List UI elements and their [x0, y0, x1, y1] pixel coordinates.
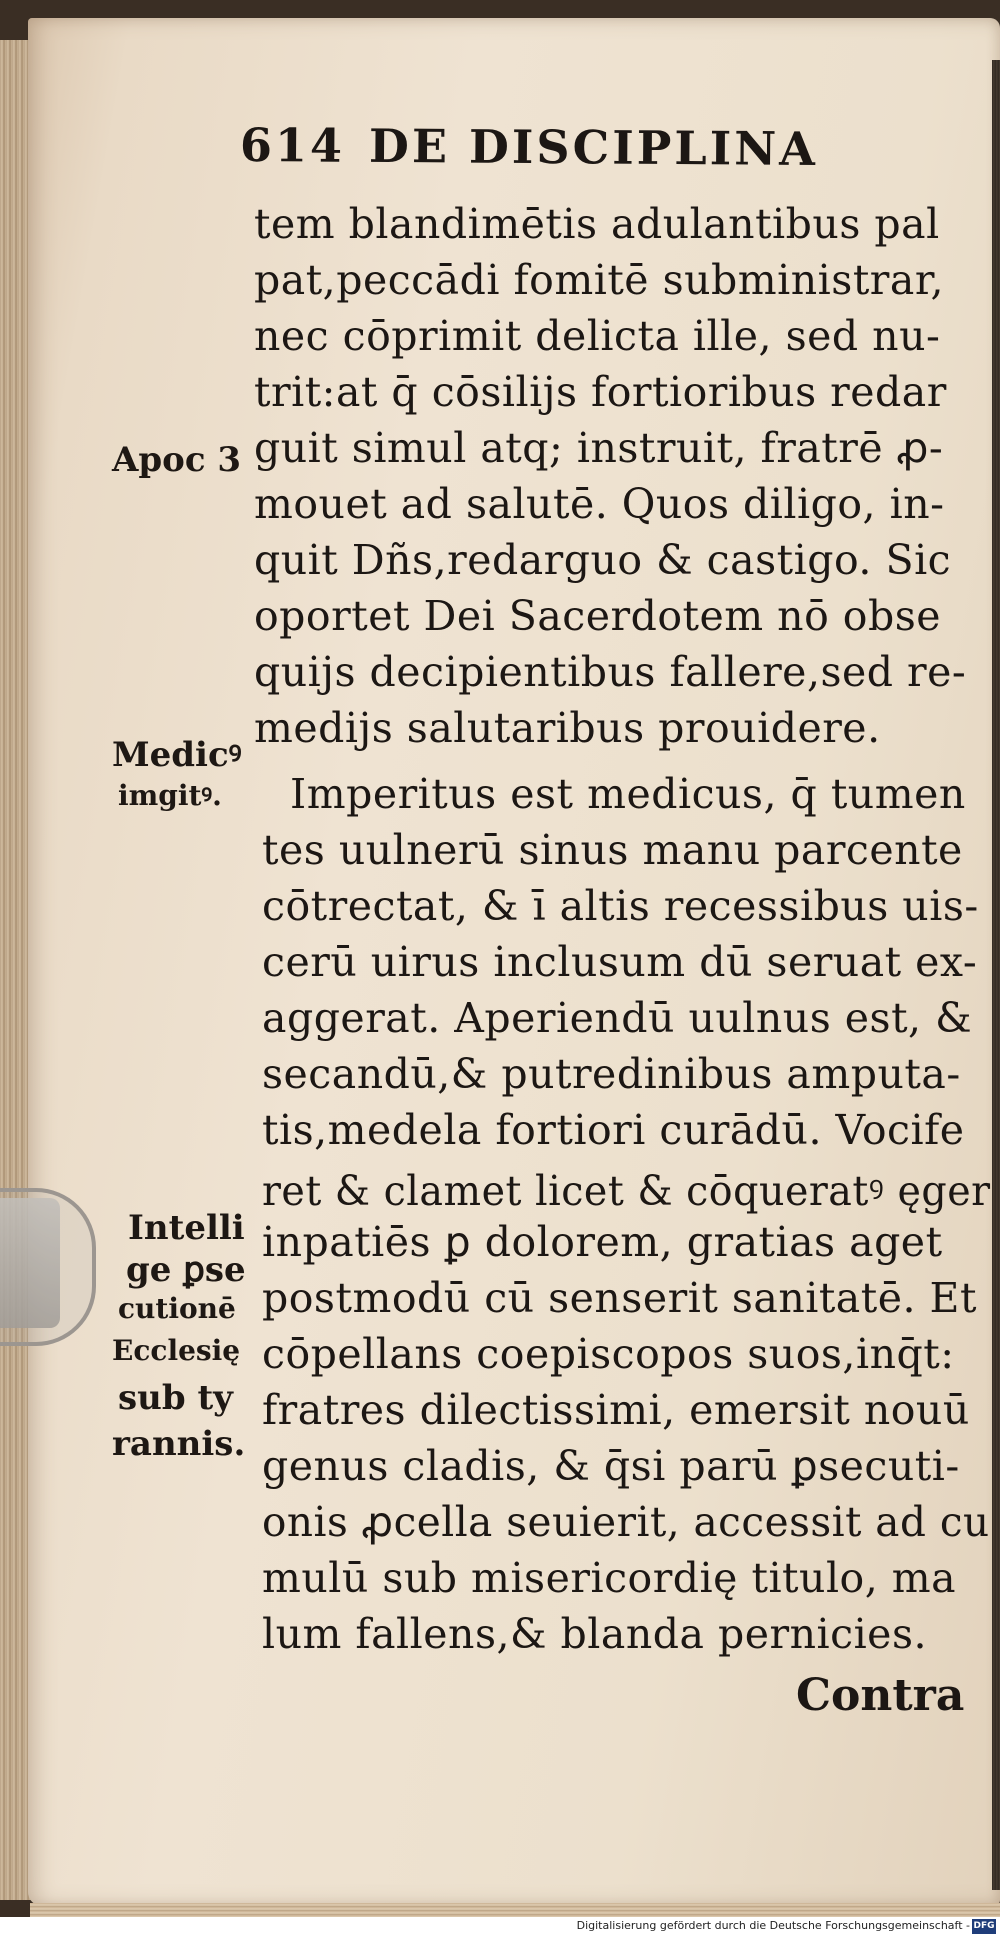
- body-line: ret & clamet licet & cōqueratꝰ ęger: [262, 1167, 991, 1215]
- margin-note: ge ꝑse: [126, 1250, 246, 1290]
- dfg-logo-icon: DFG: [972, 1919, 996, 1934]
- running-header: [240, 118, 818, 176]
- margin-note: rannis.: [112, 1424, 246, 1464]
- body-line: quijs decipientibus fallere,sed re-: [254, 648, 967, 696]
- body-line: guit simul atq; instruit, fratrē ꝓ-: [254, 424, 944, 472]
- body-line: pat,peccādi fomitē subministrar,: [254, 256, 944, 304]
- body-line: tem blandimētis adulantibus pal: [254, 200, 940, 248]
- body-line: quit Dñs,redarguo & castigo. Sic: [254, 536, 952, 584]
- body-line: postmodū cū senserit sanitatē. Et: [262, 1274, 977, 1322]
- margin-note: cutionē: [118, 1292, 236, 1325]
- body-line: fratres dilectissimi, emersit nouū: [262, 1386, 970, 1434]
- margin-note: Apoc 3: [112, 440, 242, 480]
- body-line: aggerat. Aperiendū uulnus est, &: [262, 994, 973, 1042]
- body-line: genus cladis, & q̄si parū ꝑsecuti-: [262, 1442, 960, 1490]
- body-line: mulū sub misericordię titulo, ma: [262, 1554, 957, 1602]
- margin-note: imgitꝰ.: [118, 779, 222, 812]
- body-line: trit:at q̄ cōsilijs fortioribus redar: [254, 368, 947, 416]
- body-line: lum fallens,& blanda pernicies.: [262, 1610, 928, 1658]
- body-line: inpatiēs ꝑ dolorem, gratias aget: [262, 1218, 943, 1266]
- margin-note: Ecclesię: [112, 1334, 241, 1367]
- body-line: onis ꝓcella seuierit, accessit ad cu: [262, 1498, 990, 1546]
- body-line: secandū,& putredinibus amputa-: [262, 1050, 961, 1098]
- body-line: oportet Dei Sacerdotem nō obse: [254, 592, 942, 640]
- margin-note: Intelli: [128, 1208, 245, 1248]
- margin-note: Medicꝰ: [112, 735, 242, 775]
- body-line: Imperitus est medicus, q̄ tumen: [290, 770, 966, 818]
- body-line: nec cōprimit delicta ille, sed nu-: [254, 312, 941, 360]
- body-line: cerū uirus inclusum dū seruat ex-: [262, 938, 978, 986]
- catchword: Contra: [796, 1670, 965, 1721]
- body-line: medijs salutaribus prouidere.: [254, 704, 881, 752]
- margin-note: sub ty: [118, 1378, 233, 1418]
- body-line: tis,medela fortiori curādū. Vocife: [262, 1106, 965, 1154]
- body-line: tes uulnerū sinus manu parcente: [262, 826, 963, 874]
- page-number: 614: [239, 117, 346, 173]
- body-line: cōpellans coepiscopos suos,inq̄t:: [262, 1330, 955, 1378]
- body-line: mouet ad salutē. Quos diligo, in-: [254, 480, 945, 528]
- running-title: DE DISCIPLINA: [368, 118, 819, 177]
- body-line: cōtrectat, & ī altis recessibus uis-: [262, 882, 979, 930]
- digitization-credit: Digitalisierung gefördert durch die Deutsche Forschungsgemeinschaft -: [576, 1919, 970, 1932]
